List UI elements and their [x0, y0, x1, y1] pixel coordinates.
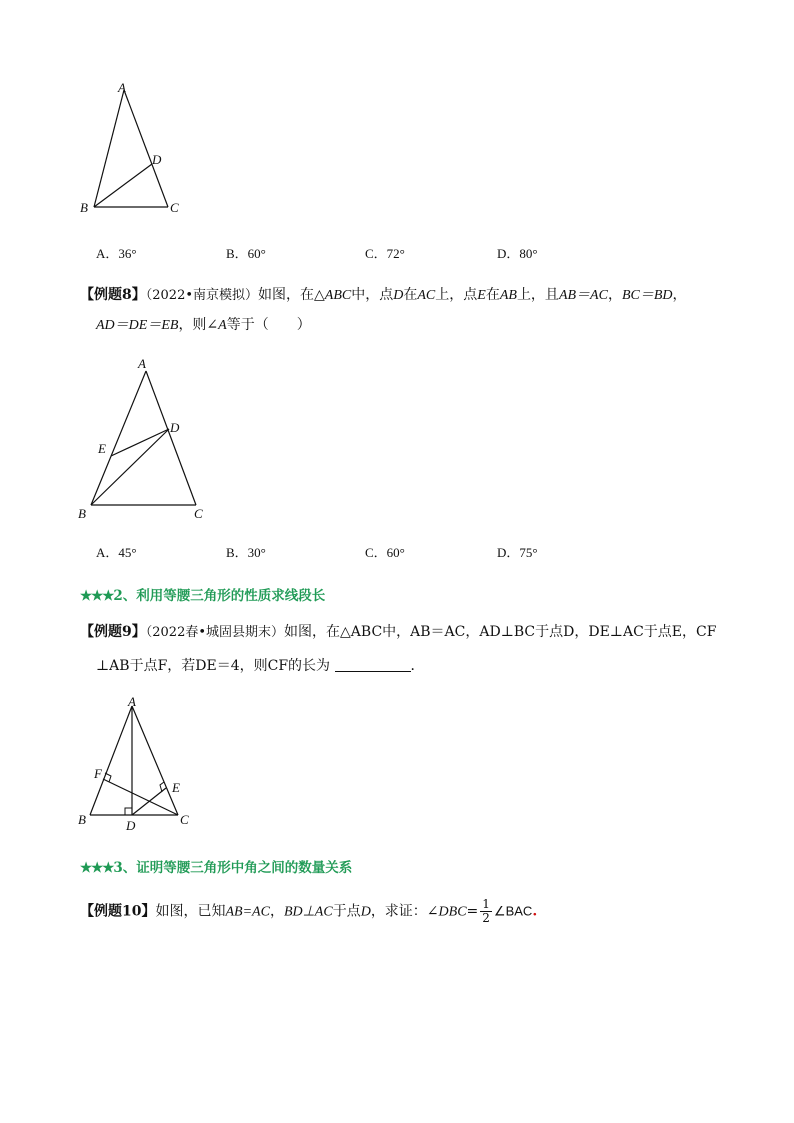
option-d[interactable]: D．75°: [497, 545, 538, 560]
triangle-diagram-2: [70, 352, 220, 522]
section-heading-3: [80, 856, 352, 876]
q8-ac: AC: [417, 288, 436, 303]
section-heading-2: [80, 584, 325, 604]
q8-text: 在: [485, 287, 500, 303]
option-c[interactable]: C．72°: [365, 246, 405, 261]
label-b: B: [78, 812, 86, 827]
label-f: F: [94, 766, 102, 781]
figure-triangle-abcdef: [70, 694, 210, 838]
label-b: B: [80, 200, 88, 215]
q10-cond: AB=AC: [225, 904, 270, 920]
answer-blank[interactable]: [335, 657, 411, 672]
fraction-half: [480, 898, 492, 925]
label-c: C: [194, 506, 203, 521]
star-icon: ★★★: [80, 588, 114, 604]
q10-point-d: D: [360, 904, 371, 920]
q10-dbc: DBC: [438, 904, 467, 920]
label-c: C: [180, 812, 189, 827]
q8-ab: AB: [499, 288, 517, 303]
q8-text: 上，点: [435, 287, 478, 303]
q8-e: E: [477, 288, 486, 303]
label-a: A: [138, 356, 146, 371]
triangle-diagram-1: [70, 78, 200, 218]
q10-text: ，求证：∠: [370, 903, 439, 920]
section-title: 3、证明等腰三角形中角之间的数量关系: [113, 860, 353, 876]
q10-line: [80, 898, 537, 926]
q8-abc: ABC: [324, 288, 352, 303]
q9-source: （2022春•城固县期末）: [145, 625, 285, 640]
q9-text: ．: [410, 658, 425, 674]
q10-cond2: BD⊥AC: [283, 904, 333, 920]
label-e: E: [172, 780, 180, 795]
q8-d: D: [393, 288, 404, 303]
q10-period: .: [532, 903, 538, 920]
label-d: D: [126, 818, 136, 833]
q10-eq: =: [466, 903, 479, 920]
fraction-numerator: 1: [482, 897, 490, 911]
option-b[interactable]: B．30°: [226, 545, 266, 560]
q9-line2: [96, 656, 425, 676]
q8-line2: [96, 315, 311, 336]
figure-triangle-abcde: [70, 352, 220, 526]
q9-line1: [80, 622, 716, 643]
q8-text: 等于（ ）: [226, 317, 311, 333]
label-c: C: [170, 200, 179, 215]
q10-text: ，: [269, 903, 284, 920]
fraction-denominator: 2: [482, 911, 490, 925]
q8-text: 在: [403, 287, 418, 303]
q10-text: 如图，已知: [155, 903, 226, 920]
option-a[interactable]: A．45°: [96, 545, 137, 560]
triangle-diagram-3: [70, 694, 210, 834]
label-e: E: [98, 441, 106, 456]
q9-text: ⊥AB于点F，若DE＝4，则CF的长为: [96, 658, 331, 674]
figure-triangle-abcd: [70, 78, 200, 222]
star-icon: ★★★: [80, 860, 114, 876]
q10-tag: 【例题10】: [80, 903, 156, 920]
q10-text: 于点: [332, 903, 361, 920]
q8-line1: [80, 285, 687, 306]
option-c[interactable]: C．60°: [365, 545, 405, 560]
q8-text: ，: [672, 287, 687, 303]
label-d: D: [152, 152, 162, 167]
option-d[interactable]: D．80°: [497, 246, 538, 261]
label-a: A: [118, 80, 126, 95]
q8-text: 中，点: [351, 287, 394, 303]
q10-tail: ∠BAC: [493, 903, 533, 919]
q8-text: 上，且: [516, 287, 559, 303]
label-b: B: [78, 506, 86, 521]
label-a: A: [128, 694, 136, 709]
q9-text: 如图，在△ABC中，AB＝AC，AD⊥BC于点D，DE⊥AC于点E，CF: [284, 624, 717, 640]
section-title: 2、利用等腰三角形的性质求线段长: [113, 588, 326, 604]
label-d: D: [170, 420, 180, 435]
q8-cond3: AD＝DE＝EB: [96, 318, 179, 333]
option-a[interactable]: A．36°: [96, 246, 137, 261]
q8-tag: 【例题8】: [80, 287, 146, 303]
q8-text: ，则∠: [178, 317, 219, 333]
q8-text: 如图，在△: [258, 287, 325, 303]
q8-cond1: AB＝AC: [558, 288, 608, 303]
option-b[interactable]: B．60°: [226, 246, 266, 261]
q8-cond2: BC＝BD: [621, 288, 673, 303]
q8-source: （2022•南京模拟）: [145, 288, 259, 303]
q9-tag: 【例题9】: [80, 624, 146, 640]
q8-text: ，: [607, 287, 622, 303]
q8-angle-a: A: [218, 318, 227, 333]
